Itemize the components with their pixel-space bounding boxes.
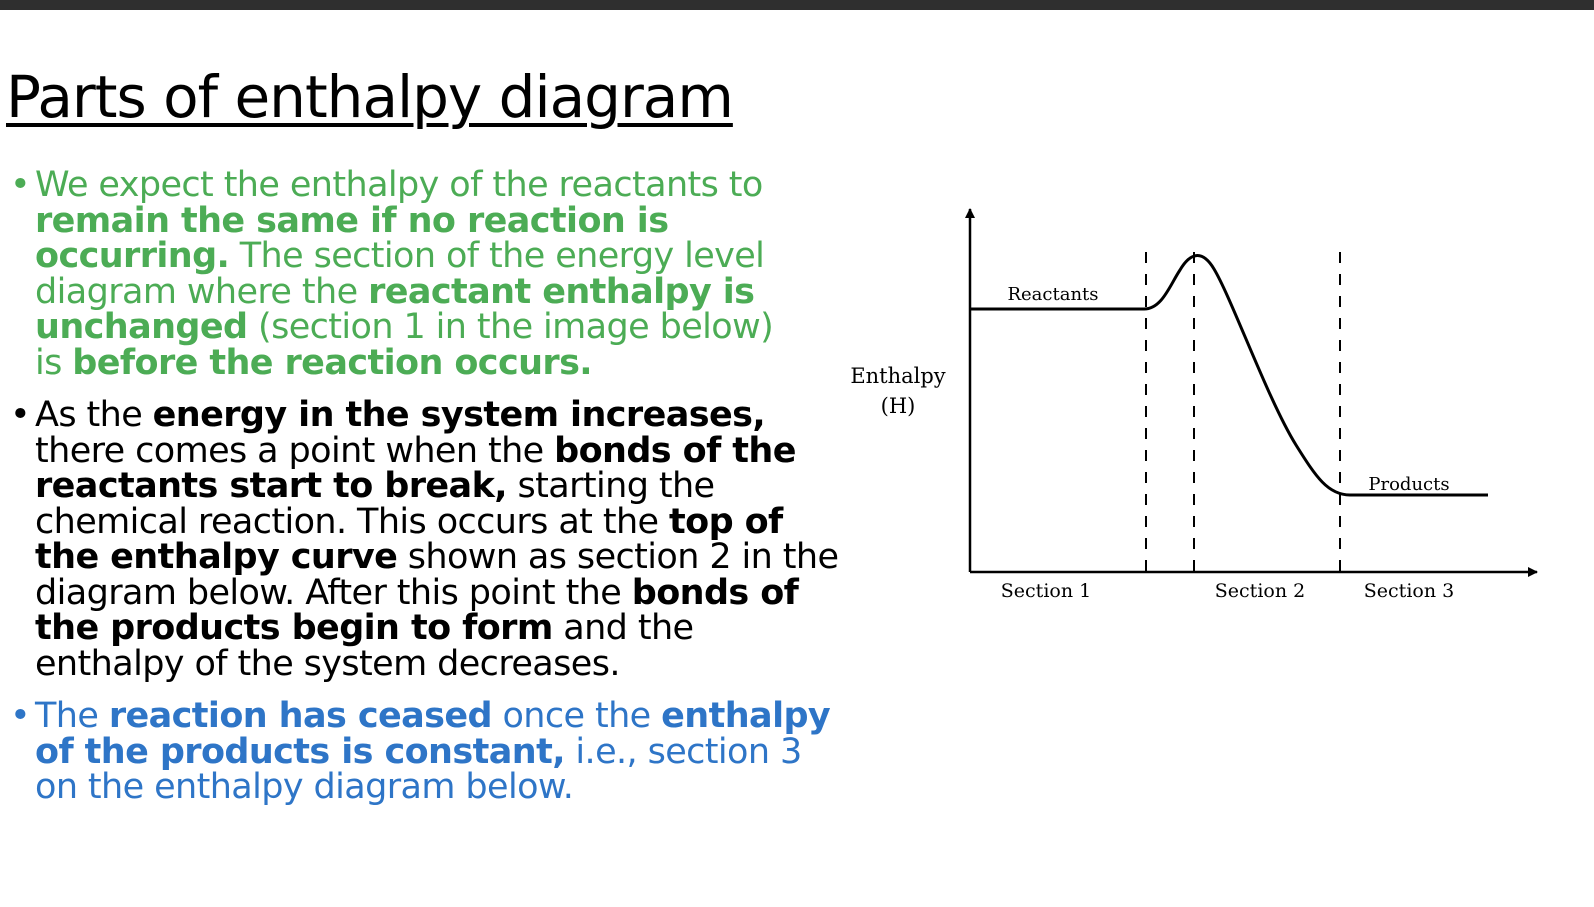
bullet-text-segment: starting the chemical reaction. This occurs at the <box>35 466 715 542</box>
bullet-text-segment: shown as section 2 in the diagram below. After this point the <box>35 537 839 613</box>
bullet-text <box>35 165 773 383</box>
bullet-bold-phrase: bonds of the reactants start to break, <box>35 430 796 506</box>
section-3-label: Section 3 <box>1363 580 1455 602</box>
bullet-bold-phrase: enthalpy of the products is constant, <box>35 696 831 772</box>
reactants-label: Reactants <box>1007 284 1099 305</box>
bullet-text <box>35 395 838 684</box>
bullet-text-segment: there comes a point when the <box>35 430 555 471</box>
enthalpy-diagram <box>840 195 1550 615</box>
bullet-bold-phrase: remain the same if no reaction is occurring. <box>35 200 669 276</box>
bullet-bold-phrase: reaction has ceased <box>108 696 492 736</box>
bullet-text-segment: The section of the energy level diagram where the <box>35 236 765 312</box>
bullet-dot: • <box>10 696 31 736</box>
bullet-bold-phrase: reactant enthalpy is unchanged <box>35 271 755 347</box>
slide-title: Parts of enthalpy diagram <box>6 63 733 131</box>
bullet-list <box>10 165 850 823</box>
bullet-text-segment: As the <box>35 395 153 435</box>
bullet-text-segment: once the <box>491 696 662 736</box>
bullet-reaction-ceased <box>10 696 850 807</box>
bullet-bold-phrase: bonds of the products begin to form <box>35 572 799 648</box>
bullet-bold-phrase: before the reaction occurs. <box>72 342 593 383</box>
bullet-text <box>35 696 830 807</box>
section-2-label: Section 2 <box>1214 580 1306 602</box>
bullet-dot: • <box>10 395 31 435</box>
bullet-text-segment: i.e., section 3 on the enthalpy diagram below. <box>35 731 802 807</box>
bullet-text-segment: The <box>35 696 109 736</box>
section-1-label: Section 1 <box>1000 580 1092 602</box>
bullet-bold-phrase: top of the enthalpy curve <box>35 501 783 577</box>
bullet-text-segment: and the enthalpy of the system decreases. <box>35 608 694 684</box>
products-label: Products <box>1368 474 1450 495</box>
top-bar <box>0 0 1594 10</box>
bullet-energy-increases <box>10 395 850 684</box>
bullet-text-segment: (section 1 in the image below) is <box>35 307 774 383</box>
bullet-bold-phrase: energy in the system increases, <box>152 395 766 435</box>
y-axis-label-unit: (H) <box>880 394 916 418</box>
bullet-reactants-unchanged <box>10 165 775 383</box>
y-axis-label: Enthalpy <box>850 364 946 388</box>
bullet-text-segment: We expect the enthalpy of the reactants to <box>35 165 763 205</box>
bullet-dot: • <box>10 165 31 205</box>
